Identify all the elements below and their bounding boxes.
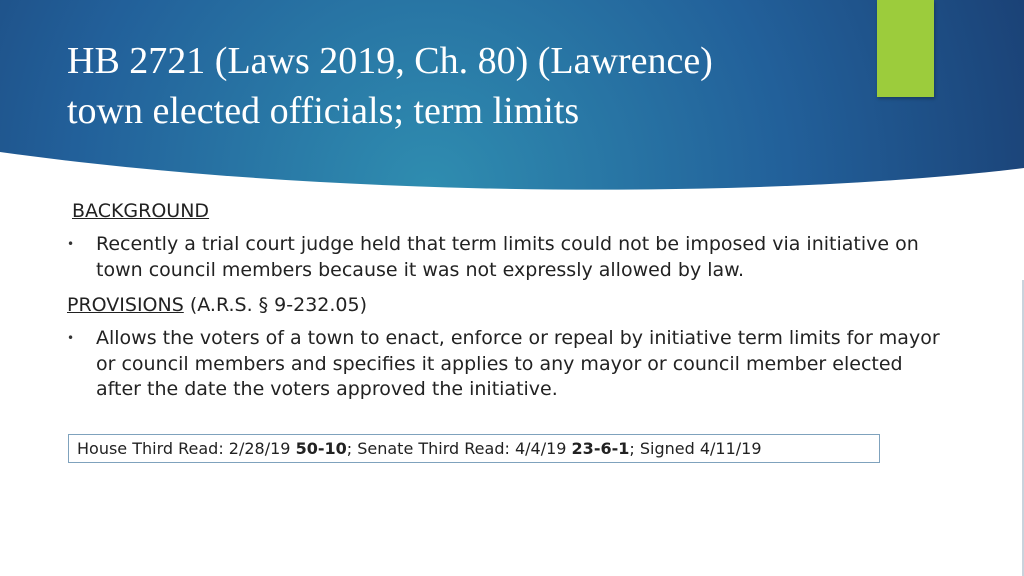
slide-content xyxy=(67,198,947,412)
house-vote-count: 50-10 xyxy=(295,439,347,458)
signed-date: ; Signed 4/11/19 xyxy=(629,439,762,458)
bullet-icon: • xyxy=(67,331,75,345)
title-line-1: HB 2721 (Laws 2019, Ch. 80) (Lawrence) xyxy=(67,40,713,82)
title-line-2: town elected officials; term limits xyxy=(67,90,580,132)
house-vote-label: House Third Read: 2/28/19 xyxy=(77,439,291,458)
senate-vote-label: ; Senate Third Read: 4/4/19 xyxy=(346,439,567,458)
vote-status-box xyxy=(68,434,880,463)
accent-bar xyxy=(877,0,934,97)
slide-title xyxy=(67,36,857,136)
provisions-heading-row xyxy=(67,292,947,318)
senate-vote-count: 23-6-1 xyxy=(571,439,630,458)
provisions-bullet-text: Allows the voters of a town to enact, enforce or repeal by initiative term limits for mayor or council members and specifies it applies to any mayor or council member elected after the date the voters approved the initiative. xyxy=(96,327,940,400)
background-bullet xyxy=(67,232,947,283)
provisions-bullet xyxy=(67,326,947,403)
bullet-icon: • xyxy=(67,237,75,251)
provisions-citation: (A.R.S. § 9-232.05) xyxy=(189,294,368,316)
background-bullet-text: Recently a trial court judge held that term limits could not be imposed via initiative on town council members because it was not expressly allowed by law. xyxy=(96,233,919,281)
provisions-heading: PROVISIONS xyxy=(67,294,184,316)
background-heading-row xyxy=(72,198,947,224)
background-heading: BACKGROUND xyxy=(72,200,210,222)
